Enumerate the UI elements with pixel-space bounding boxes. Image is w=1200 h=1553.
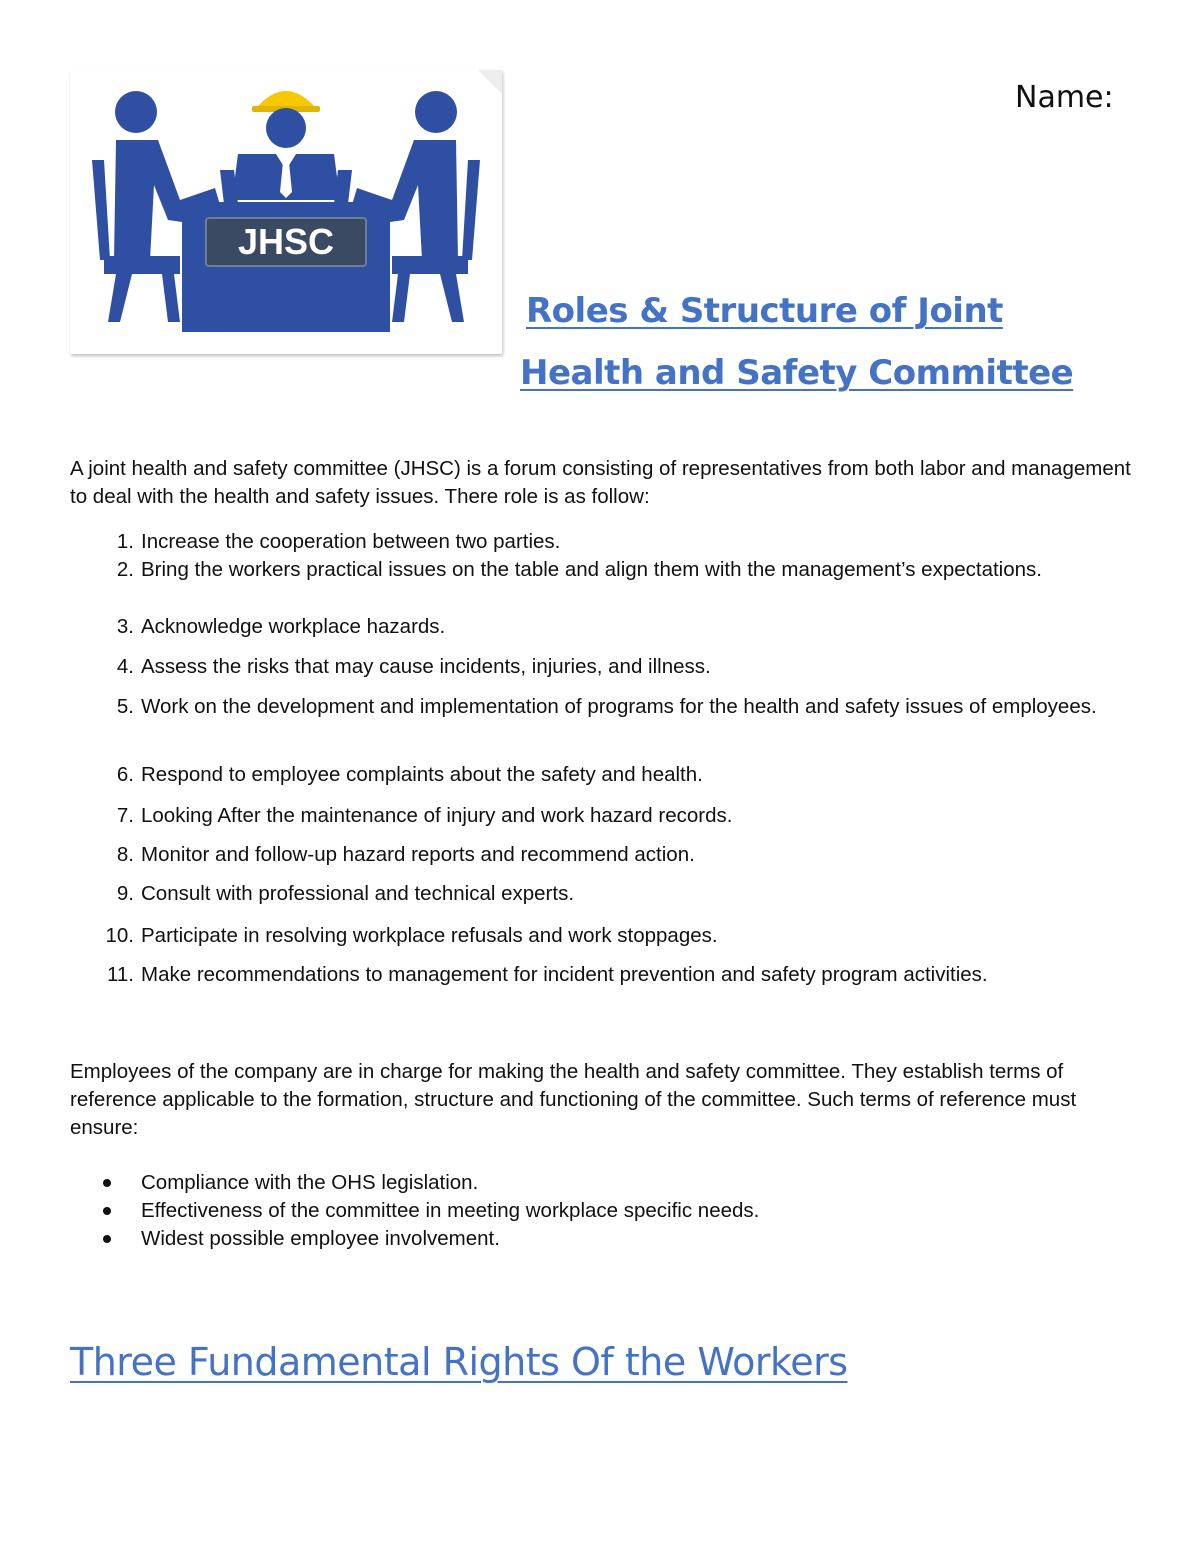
title-line-1: Roles & Structure of Joint	[526, 291, 1003, 331]
formation-paragraph: Employees of the company are in charge for making the health and safety committee. They establish terms of reference applicable to the formation, structure and functioning of the committee. Such terms of reference must ensure:	[70, 1060, 1077, 1139]
intro-paragraph: A joint health and safety committee (JHSC) is a forum consisting of representatives from both labor and management to deal with the health and safety issues. There role is as follow:	[70, 457, 1131, 508]
name-label: Name:	[1015, 80, 1114, 115]
committee-meeting-icon	[70, 70, 502, 354]
jhsc-logo	[70, 70, 502, 354]
bullet-icon	[103, 1235, 111, 1243]
bullet-icon	[103, 1207, 111, 1215]
page-title	[520, 280, 1160, 404]
bullet-icon	[103, 1179, 111, 1187]
section-heading: Three Fundamental Rights Of the Workers	[70, 1340, 848, 1384]
title-line-2: Health and Safety Committee	[520, 353, 1074, 393]
logo-text: JHSC	[237, 221, 335, 262]
